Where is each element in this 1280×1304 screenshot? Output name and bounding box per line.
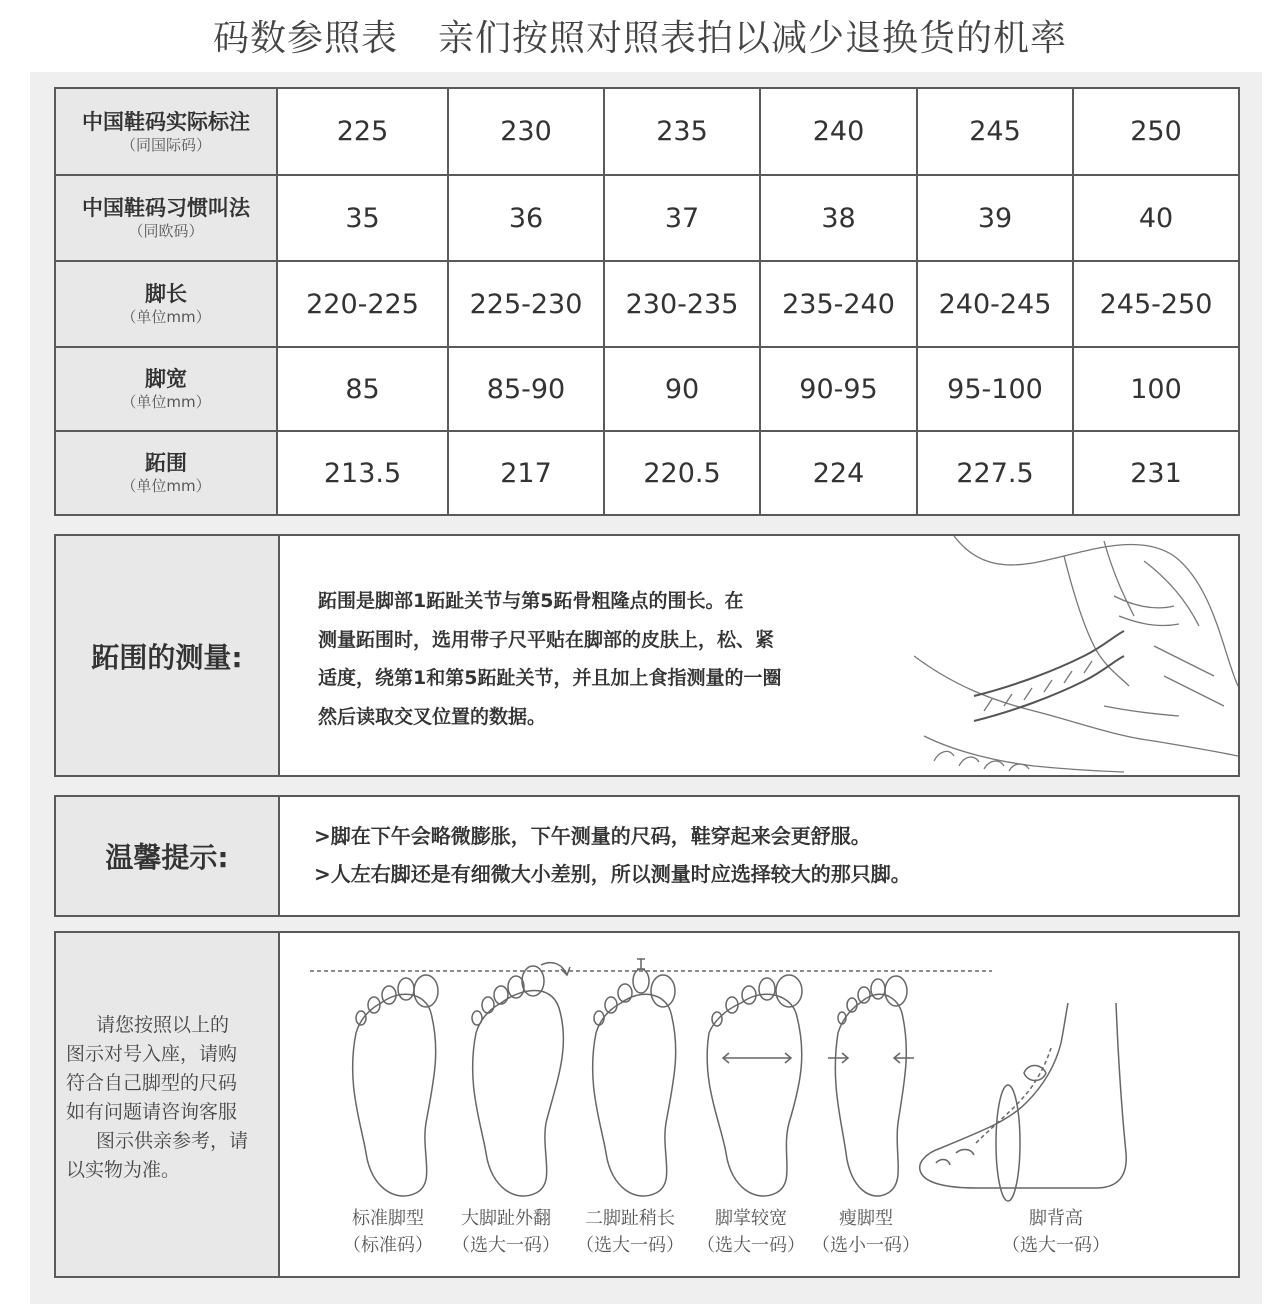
instructions-text [66,1011,271,1185]
table-cell: 40 [1073,175,1239,261]
table-cell: 240 [760,88,917,175]
table-cell: 90 [604,347,760,431]
table-row [55,261,1239,347]
table-cell: 245-250 [1073,261,1239,347]
measure-line: 跖围是脚部1跖趾关节与第5跖骨粗隆点的围长。在 [318,590,744,612]
table-cell: 100 [1073,347,1239,431]
table-cell: 220.5 [604,431,760,515]
foot-type-caption [436,1205,576,1259]
table-row [55,347,1239,431]
row-unit: （同国际码） [120,135,211,154]
foot-type-advice: （选小一码） [812,1235,920,1256]
foot-type-section [54,931,1240,1278]
foot-type-advice: （选大一码） [452,1235,560,1256]
table-cell: 213.5 [277,431,448,515]
foot-type-advice: （选大一码） [697,1235,805,1256]
tips-section [54,795,1240,917]
row-label: 中国鞋码实际标注 [82,109,250,134]
standard-foot-icon [353,975,438,1196]
row-unit: （单位mm） [121,308,211,326]
instructions-panel [56,933,280,1276]
instruction-line: 以实物为准。 [66,1159,181,1181]
foot-type-advice: （选大一码） [576,1235,684,1256]
table-cell: 35 [277,175,448,261]
slim-foot-icon [828,976,914,1196]
foot-type-caption [986,1205,1126,1259]
title-right: 亲们按照对照表拍以减少退换货的机率 [438,18,1068,59]
table-cell: 227.5 [917,431,1073,515]
table-cell: 240-245 [917,261,1073,347]
measure-section [54,534,1240,777]
foot-type-caption [560,1205,700,1259]
table-cell: 230-235 [604,261,760,347]
wide-foot-icon [707,975,802,1196]
foot-type-caption [796,1205,936,1259]
title-left: 码数参照表 [212,18,398,59]
table-cell: 225-230 [448,261,604,347]
row-label: 脚宽 [145,367,187,391]
foot-type-name: 脚掌较宽 [715,1208,787,1229]
table-cell: 37 [604,175,760,261]
foot-type-name: 标准脚型 [352,1208,424,1229]
row-header [55,261,277,347]
table-cell: 231 [1073,431,1239,515]
tip-line: >脚在下午会略微膨胀，下午测量的尺码，鞋穿起来会更舒服。 [314,824,871,848]
table-cell: 95-100 [917,347,1073,431]
foot-type-advice: （选大一码） [1002,1235,1110,1256]
row-label: 脚长 [145,282,187,306]
size-table [54,87,1240,516]
measure-line: 测量跖围时，选用带子尺平贴在脚部的皮肤上，松、紧 [318,628,775,651]
tips-label: 温馨提示: [56,797,280,915]
table-cell: 85-90 [448,347,604,431]
row-unit: （同欧码） [128,222,204,240]
row-unit: （单位mm） [121,477,211,495]
foot-type-advice: （标准码） [343,1235,433,1256]
table-row [55,88,1239,175]
row-label: 中国鞋码习惯叫法 [82,196,250,220]
table-row [55,431,1239,515]
page-title [0,10,1280,62]
table-cell: 245 [917,88,1073,175]
table-cell: 217 [448,431,604,515]
long-second-toe-icon [593,959,676,1196]
measure-line: 适度，绕第1和第5跖趾关节，并且加上食指测量的一圈 [318,667,782,689]
row-label: 跖围 [145,451,187,475]
foot-type-name: 瘦脚型 [839,1208,893,1229]
table-cell: 39 [917,175,1073,261]
row-header [55,88,277,175]
instruction-line: 符合自己脚型的尺码 [66,1072,238,1094]
table-cell: 235-240 [760,261,917,347]
foot-type-name: 二脚趾稍长 [585,1208,675,1229]
tips-list [314,817,911,893]
table-cell: 225 [277,88,448,175]
table-cell: 38 [760,175,917,261]
table-cell: 224 [760,431,917,515]
foot-measuring-sketch [914,536,1238,775]
table-cell: 230 [448,88,604,175]
instruction-line: 图示供亲参考，请 [96,1130,249,1152]
table-cell: 235 [604,88,760,175]
instruction-line: 图示对号入座，请购 [66,1043,238,1065]
high-instep-foot-icon [920,1003,1127,1201]
table-cell: 36 [448,175,604,261]
row-header [55,347,277,431]
row-header [55,175,277,261]
foot-type-name: 脚背高 [1029,1208,1083,1229]
table-cell: 90-95 [760,347,917,431]
tip-line: >人左右脚还是有细微大小差别，所以测量时应选择较大的那只脚。 [314,862,911,886]
foot-type-name: 大脚趾外翻 [461,1208,551,1229]
table-row [55,175,1239,261]
table-cell: 85 [277,347,448,431]
row-unit: （单位mm） [121,393,211,411]
measure-line: 然后读取交叉位置的数据。 [318,705,547,728]
instruction-line: 请您按照以上的 [96,1014,230,1036]
measure-label: 跖围的测量: [56,536,280,775]
measure-description [318,582,918,736]
foot-type-illustrations [296,953,1236,1203]
instruction-line: 如有问题请咨询客服 [66,1101,238,1123]
bunion-foot-icon [472,963,570,1196]
table-cell: 250 [1073,88,1239,175]
row-header [55,431,277,515]
table-cell: 220-225 [277,261,448,347]
